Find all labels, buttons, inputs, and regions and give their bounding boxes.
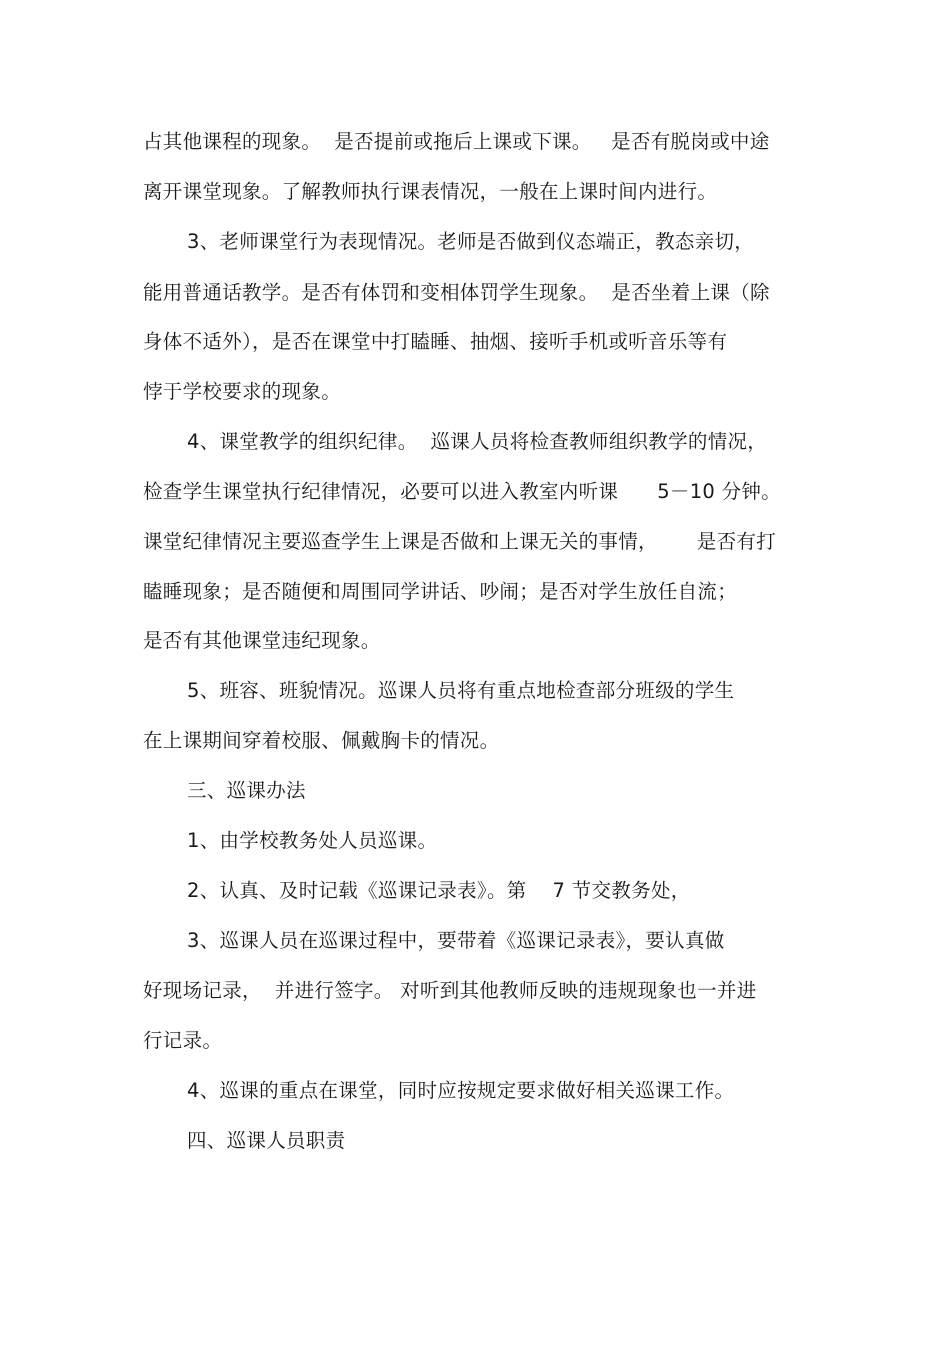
text-line-11: 是否有其他课堂违纪现象。 xyxy=(143,629,381,652)
text-line-18: 好现场记录， 并进行签字。 对听到其他教师反映的违规现象也一并进 xyxy=(143,979,757,1002)
text-line-20: 4、巡课的重点在课堂，同时应按规定要求做好相关巡课工作。 xyxy=(187,1079,735,1102)
text-line-1: 占其他课程的现象。 是否提前或拖后上课或下课。 是否有脱岗或中途 xyxy=(143,130,770,153)
text-line-13: 在上课期间穿着校服、佩戴胸卡的情况。 xyxy=(143,729,500,752)
text-line-17: 3、巡课人员在巡课过程中，要带着《巡课记录表》，要认真做 xyxy=(187,929,725,952)
text-line-19: 行记录。 xyxy=(143,1029,223,1052)
section-heading-3: 三、巡课办法 xyxy=(187,779,306,802)
section-heading-4: 四、巡课人员职责 xyxy=(187,1129,346,1152)
text-line-5: 身体不适外），是否在课堂中打瞌睡、抽烟、接听手机或听音乐等有 xyxy=(143,330,728,353)
text-line-4: 能用普通话教学。是否有体罚和变相体罚学生现象。 是否坐着上课（除 xyxy=(143,281,770,304)
text-line-9: 课堂纪律情况主要巡查学生上课是否做和上课无关的事情， 是否有打 xyxy=(143,530,776,553)
text-line-3: 3、老师课堂行为表现情况。老师是否做到仪态端正，教态亲切， xyxy=(187,230,755,253)
text-line-15: 1、由学校教务处人员巡课。 xyxy=(187,829,438,852)
text-line-12: 5、班容、班貌情况。巡课人员将有重点地检查部分班级的学生 xyxy=(187,679,735,702)
text-line-6: 悖于学校要求的现象。 xyxy=(143,380,342,403)
text-line-8: 检查学生课堂执行纪律情况，必要可以进入教室内听课 5－10 分钟。 xyxy=(143,480,782,503)
text-line-2: 离开课堂现象。了解教师执行课表情况，一般在上课时间内进行。 xyxy=(143,180,718,203)
text-line-16: 2、认真、及时记载《巡课记录表》。第 7 节交教务处， xyxy=(187,879,691,902)
text-line-10: 瞌睡现象；是否随便和周围同学讲话、吵闹；是否对学生放任自流； xyxy=(143,580,738,603)
text-line-7: 4、课堂教学的组织纪律。 巡课人员将检查教师组织教学的情况， xyxy=(187,430,768,453)
